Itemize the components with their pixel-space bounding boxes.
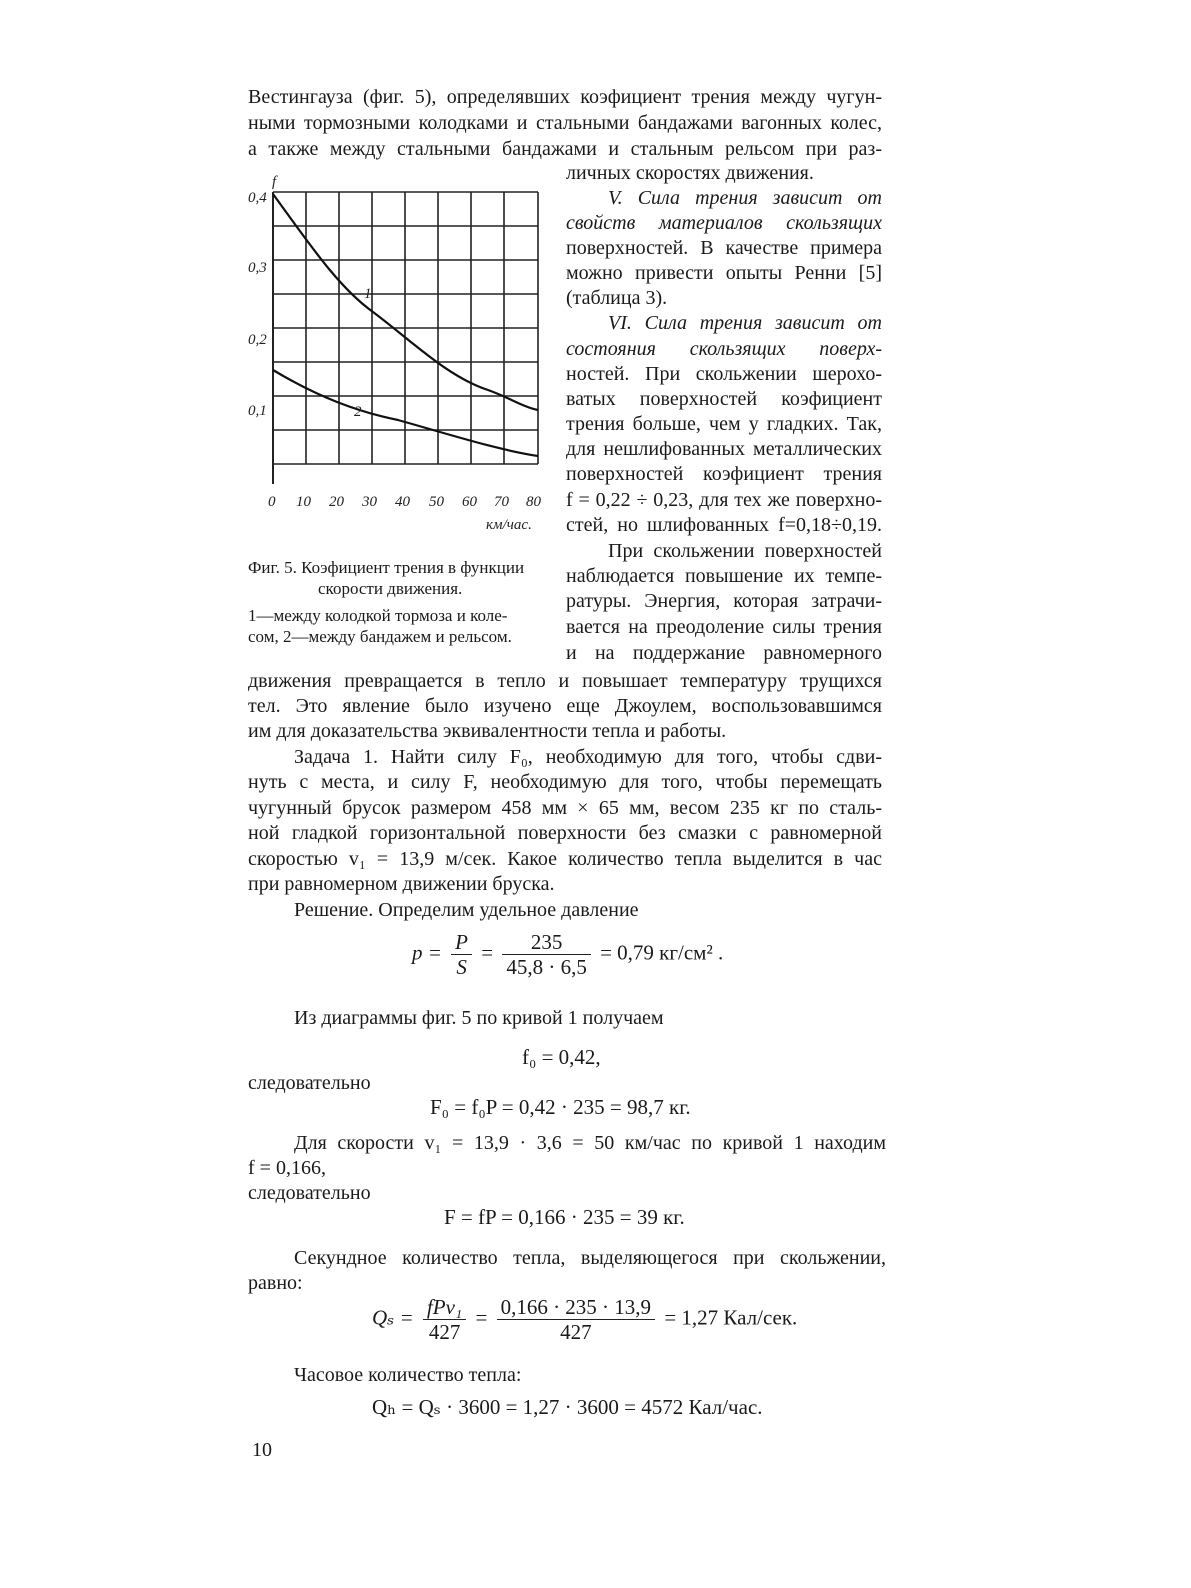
right-col-line-19: вается на преодоление силы трения (566, 616, 882, 638)
figure-caption-title-2: скорости движения. (318, 579, 463, 598)
right-col-line-12: для нешлифованных металлических (566, 438, 882, 460)
x-tick-40: 40 (395, 494, 410, 510)
eqQs-lhs: Qₛ = (372, 1305, 414, 1330)
right-col-line-14: f = 0,22 ÷ 0,23, для тех же поверхно- (566, 489, 882, 511)
body-line-5: нуть с места, и силу F, необходимую для того, чтобы перемещать (248, 771, 882, 793)
x-tick-50: 50 (429, 494, 444, 510)
top-text-line-2: ными тормозными колодками и стальными бандажами вагонных колес, (248, 112, 882, 134)
equation-f0: f₀ = 0,42, (522, 1045, 601, 1069)
x-tick-30: 30 (362, 494, 377, 510)
equation-Qs (372, 1295, 797, 1344)
eq1-rhs: = 0,79 кг/см² . (600, 940, 724, 965)
body-line-4: Задача 1. Найти силу F₀, необходимую для того, чтобы сдви- (294, 746, 882, 768)
curve-label-2: 2 (354, 404, 362, 420)
figure-caption-note-2: сом, 2—между бандажем и рельсом. (248, 627, 512, 646)
y-axis-label: f (272, 174, 277, 190)
text-seconds-2: равно: (248, 1272, 303, 1294)
body-line-8: скоростью v₁ = 13,9 м/сек. Какое количество тепла выделится в час (248, 848, 882, 870)
x-axis-unit: км/час. (486, 517, 532, 533)
y-tick-0-3: 0,3 (248, 260, 267, 276)
figure-5 (248, 172, 548, 552)
x-tick-0: 0 (268, 494, 276, 510)
right-col-line-7: VI. Сила трения зависит от (608, 312, 882, 334)
text-sledovatelno-2: следовательно (248, 1182, 371, 1204)
eqQs-rhs: = 1,27 Кал/сек. (664, 1305, 798, 1330)
x-tick-60: 60 (462, 494, 477, 510)
equation-pressure (412, 930, 723, 979)
text-seconds-1: Секундное количество тепла, выделяющегося при скольжении, (294, 1247, 886, 1269)
eqQs-den2: 427 (560, 1320, 592, 1344)
equation-F: F = fP = 0,166 · 235 = 39 кг. (444, 1205, 685, 1229)
right-col-line-2: V. Сила трения зависит от (608, 187, 882, 209)
right-col-line-6: (таблица 3). (566, 287, 668, 309)
right-col-line-16: При скольжении поверхностей (608, 540, 882, 562)
right-col-line-11: трения больше, чем у гладких. Так, (566, 413, 882, 435)
eqQs-eq: = (475, 1305, 488, 1330)
body-line-2: тел. Это явление было изучено еще Джоулем, воспользовавшимся (248, 695, 882, 717)
right-col-line-18: ратуры. Энергия, которая затрачи- (566, 590, 882, 612)
equation-F0: F₀ = f₀P = 0,42 · 235 = 98,7 кг. (430, 1095, 691, 1119)
figure-caption-title-1: Фиг. 5. Коэфициент трения в функции (248, 558, 525, 577)
body-line-3: им для доказательства эквивалентности тепла и работы. (248, 720, 727, 742)
eq1-num1: P (451, 930, 472, 955)
right-col-line-17: наблюдается повышение их темпе- (566, 565, 882, 587)
right-col-line-20: и на поддержание равномерного (566, 642, 882, 664)
x-tick-10: 10 (296, 494, 311, 510)
text-speed-2: f = 0,166, (248, 1157, 326, 1179)
right-col-line-13: поверхностей коэфициент трения (566, 463, 882, 485)
x-tick-70: 70 (494, 494, 509, 510)
curve-label-1: 1 (364, 286, 372, 302)
x-tick-80: 80 (526, 494, 541, 510)
body-line-7: ной гладкой горизонтальной поверхности без смазки с равномерной (248, 822, 882, 844)
top-text-line-3: а также между стальными бандажами и стальным рельсом при раз- (248, 138, 882, 160)
figure-caption-note-1: 1—между колодкой тормоза и коле- (248, 606, 508, 625)
text-diagram: Из диаграммы фиг. 5 по кривой 1 получаем (294, 1007, 664, 1029)
y-tick-0-1: 0,1 (248, 403, 267, 419)
body-line-10: Решение. Определим удельное давление (294, 899, 639, 921)
equation-Qh: Qₕ = Qₛ · 3600 = 1,27 · 3600 = 4572 Кал/час. (372, 1395, 763, 1419)
y-tick-0-2: 0,2 (248, 332, 267, 348)
eq1-den1: S (456, 955, 467, 979)
text-sledovatelno-1: следовательно (248, 1072, 371, 1094)
top-text-line-1: Вестингауза (фиг. 5), определявших коэфициент трения между чугун- (248, 86, 882, 108)
text-hour: Часовое количество тепла: (294, 1364, 522, 1386)
figure-5-graph (248, 172, 548, 552)
right-col-line-9: ностей. При скольжении шерохо- (566, 363, 882, 385)
eqQs-num2: 0,166 · 235 · 13,9 (497, 1295, 656, 1320)
body-line-1: движения превращается в тепло и повышает температуру трущихся (248, 670, 882, 692)
eq1-num2: 235 (502, 930, 591, 955)
eqQs-num1: fPv₁ (423, 1295, 466, 1320)
right-col-line-4: поверхностей. В качестве примера (566, 237, 882, 259)
body-line-9: при равномерном движении бруска. (248, 873, 555, 895)
eq1-lhs: p = (412, 940, 442, 965)
eqQs-den1: 427 (428, 1320, 461, 1344)
right-col-line-5: можно привести опыты Ренни [5] (566, 262, 882, 284)
text-speed-1: Для скорости v₁ = 13,9 · 3,6 = 50 км/час по кривой 1 находим (294, 1132, 886, 1154)
y-tick-0-4: 0,4 (248, 190, 267, 206)
x-tick-20: 20 (329, 494, 344, 510)
eq1-eq: = (481, 940, 494, 965)
right-col-line-15: стей, но шлифованных f=0,18÷0,19. (566, 514, 882, 536)
right-col-line-10: ватых поверхностей коэфициент (566, 388, 882, 410)
body-line-6: чугунный брусок размером 458 мм × 65 мм, весом 235 кг по сталь- (248, 797, 882, 819)
right-col-line-8: состояния скользящих поверх- (566, 338, 882, 360)
eq1-den2: 45,8 · 6,5 (506, 955, 587, 979)
right-col-line-3: свойств материалов скользящих (566, 212, 882, 234)
right-col-line-1: личных скоростях движения. (566, 162, 814, 184)
page-number: 10 (252, 1439, 272, 1461)
